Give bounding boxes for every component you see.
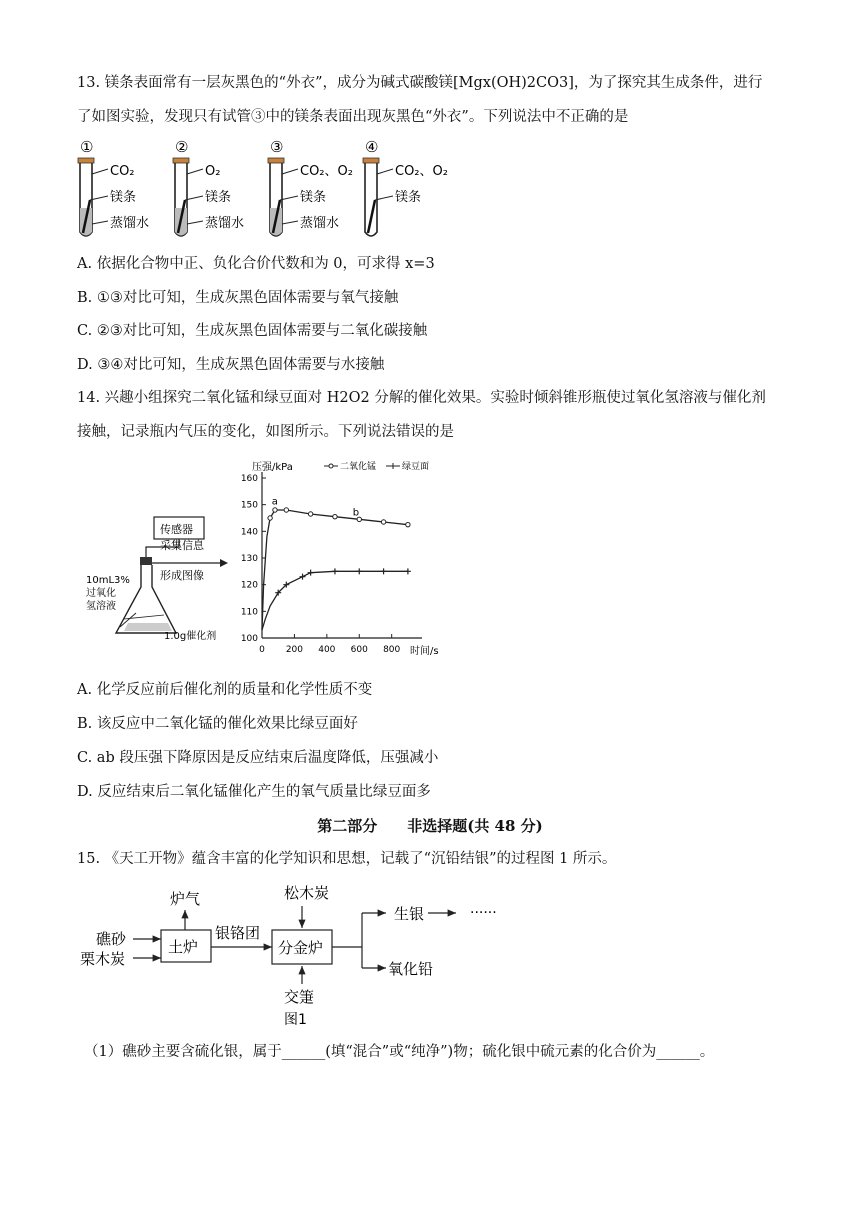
tube-3-number: ③ xyxy=(270,138,284,156)
flow-top-input: 松木炭 xyxy=(284,884,330,902)
y-tick-label: 140 xyxy=(240,527,258,538)
tube-4-gas-label: CO₂、O₂ xyxy=(395,164,448,179)
legend-label-2: 绿豆面 xyxy=(402,462,430,472)
collector-label-1: 采集信息 xyxy=(160,539,204,552)
flow-output1-continue: ······ xyxy=(470,905,497,921)
q13-option-d: D. ③④对比可知，生成灰黑色固体需要与水接触 xyxy=(77,357,385,373)
data-point-circle xyxy=(284,508,288,512)
q14-option-d: D. 反应结束后二氧化锰催化产生的氧气质量比绿豆面多 xyxy=(77,784,431,800)
flow-furnace1: 土炉 xyxy=(168,938,199,956)
tube-2-number: ② xyxy=(175,138,189,156)
data-point-circle xyxy=(268,516,272,520)
figure-caption: 图1 xyxy=(284,1012,307,1028)
series-line-2 xyxy=(262,571,408,630)
legend-marker-2 xyxy=(390,463,396,469)
x-tick-label: 800 xyxy=(383,645,401,655)
flow-input1: 礁砂 xyxy=(96,930,127,948)
q15-stem: 15. 《天工开物》蕴含丰富的化学知识和思想，记载了“沉铅结银”的过程图 1 所示。 xyxy=(77,851,617,867)
q14-stem-line2: 接触，记录瓶内气压的变化，如图所示。下列说法错误的是 xyxy=(77,424,454,440)
tube-3-gas-label: CO₂、O₂ xyxy=(300,164,353,179)
x-tick-label: 400 xyxy=(318,645,336,655)
data-point-plus xyxy=(381,568,387,574)
tube-3-liquid-label: 蒸馏水 xyxy=(300,216,340,231)
data-point-circle xyxy=(273,508,277,512)
y-tick-label: 150 xyxy=(240,500,258,511)
annotation-b: b xyxy=(352,507,360,519)
y-tick-label: 130 xyxy=(240,554,258,564)
tube-2-metal-label: 镁条 xyxy=(205,190,232,205)
test-tube-2 xyxy=(173,138,244,236)
y-tick-label: 110 xyxy=(240,607,258,618)
y-axis-label: 压强/kPa xyxy=(252,462,293,473)
q14-option-b: B. 该反应中二氧化锰的催化效果比绿豆面好 xyxy=(77,716,358,732)
x-tick-label: 0 xyxy=(259,645,265,655)
q14-stem-line1: 14. 兴趣小组探究二氧化锰和绿豆面对 H2O2 分解的催化效果。实验时倾斜锥形瓶使过氧化氢溶液与催化剂 xyxy=(77,390,766,406)
pressure-chart xyxy=(224,458,454,664)
flow-output2: 氧化铅 xyxy=(388,960,434,978)
data-point-circle xyxy=(406,522,410,526)
test-tube-1 xyxy=(78,138,149,236)
test-tubes-figure xyxy=(70,138,448,242)
solution-label-1: 10mL3% xyxy=(86,575,130,586)
data-point-plus xyxy=(308,570,314,576)
x-tick-label: 600 xyxy=(350,645,368,655)
flow-furnace2: 分金炉 xyxy=(278,939,324,957)
data-flow-arrow xyxy=(150,536,230,586)
flow-gas-out: 炉气 xyxy=(170,890,201,908)
q14-option-c: C. ab 段压强下降原因是反应结束后温度降低，压强减小 xyxy=(77,750,439,766)
sensor-label: 传感器 xyxy=(160,523,193,536)
catalyst-label: 1.0g催化剂 xyxy=(164,631,217,642)
test-tube-3 xyxy=(268,138,353,236)
y-tick-label: 120 xyxy=(240,580,258,591)
tube-1-number: ① xyxy=(80,138,94,156)
data-point-plus xyxy=(300,574,306,580)
tube-4-number: ④ xyxy=(365,138,379,156)
data-point-circle xyxy=(308,512,312,516)
q13-stem-line1: 13. 镁条表面常有一层灰黑色的“外衣”，成分为碱式碳酸镁[Mgx(OH)2CO3]，为了探究其生成条件，进行 xyxy=(77,75,763,91)
tube-2-liquid-label: 蒸馏水 xyxy=(205,216,245,231)
tube-1-metal-label: 镁条 xyxy=(110,190,137,205)
data-point-circle xyxy=(381,520,385,524)
flow-intermediate: 银铬团 xyxy=(215,924,261,942)
collector-label-2: 形成图像 xyxy=(160,569,204,582)
tube-1-liquid-label: 蒸馏水 xyxy=(110,216,150,231)
data-point-plus xyxy=(356,568,362,574)
solution-label-3: 氢溶液 xyxy=(86,601,116,612)
q14-option-a: A. 化学反应前后催化剂的质量和化学性质不变 xyxy=(77,682,373,698)
tube-3-metal-label: 镁条 xyxy=(300,190,327,205)
y-tick-label: 100 xyxy=(240,634,258,644)
x-axis-label: 时间/s xyxy=(410,646,439,657)
data-point-plus xyxy=(405,568,411,574)
legend-marker-1 xyxy=(329,464,333,468)
section-title: 第二部分 非选择题(共 48 分) xyxy=(317,817,543,835)
solution-label-2: 过氧化 xyxy=(86,588,116,599)
tube-1-gas-label: CO₂ xyxy=(110,164,135,179)
flow-input2: 栗木炭 xyxy=(80,950,126,968)
data-point-circle xyxy=(333,514,337,518)
q13-stem-line2: 了如图实验，发现只有试管③中的镁条表面出现灰黑色“外衣”。下列说法中不正确的是 xyxy=(77,109,629,125)
process-flow-diagram xyxy=(76,880,516,1030)
flow-bottom-input: 交箑 xyxy=(284,988,315,1006)
q13-option-c: C. ②③对比可知，生成灰黑色固体需要与二氧化碳接触 xyxy=(77,323,428,339)
q13-option-a: A. 依据化合物中正、负化合价代数和为 0，可求得 x=3 xyxy=(77,256,435,272)
legend-label-1: 二氧化锰 xyxy=(340,462,377,472)
y-tick-label: 160 xyxy=(240,474,258,484)
tube-2-gas-label: O₂ xyxy=(205,164,221,179)
flow-output1: 生银 xyxy=(394,905,425,923)
q15-subquestion-1: （1）礁砂主要含硫化银，属于______(填“混合”或“纯净”)物；硫化银中硫元素的化合价为______。 xyxy=(84,1044,715,1060)
data-point-plus xyxy=(332,568,338,574)
tube-4-metal-label: 镁条 xyxy=(395,190,422,205)
x-tick-label: 200 xyxy=(285,645,304,655)
test-tube-4 xyxy=(363,138,448,236)
annotation-a: a xyxy=(271,496,278,508)
q13-option-b: B. ①③对比可知，生成灰黑色固体需要与氧气接触 xyxy=(77,290,399,306)
